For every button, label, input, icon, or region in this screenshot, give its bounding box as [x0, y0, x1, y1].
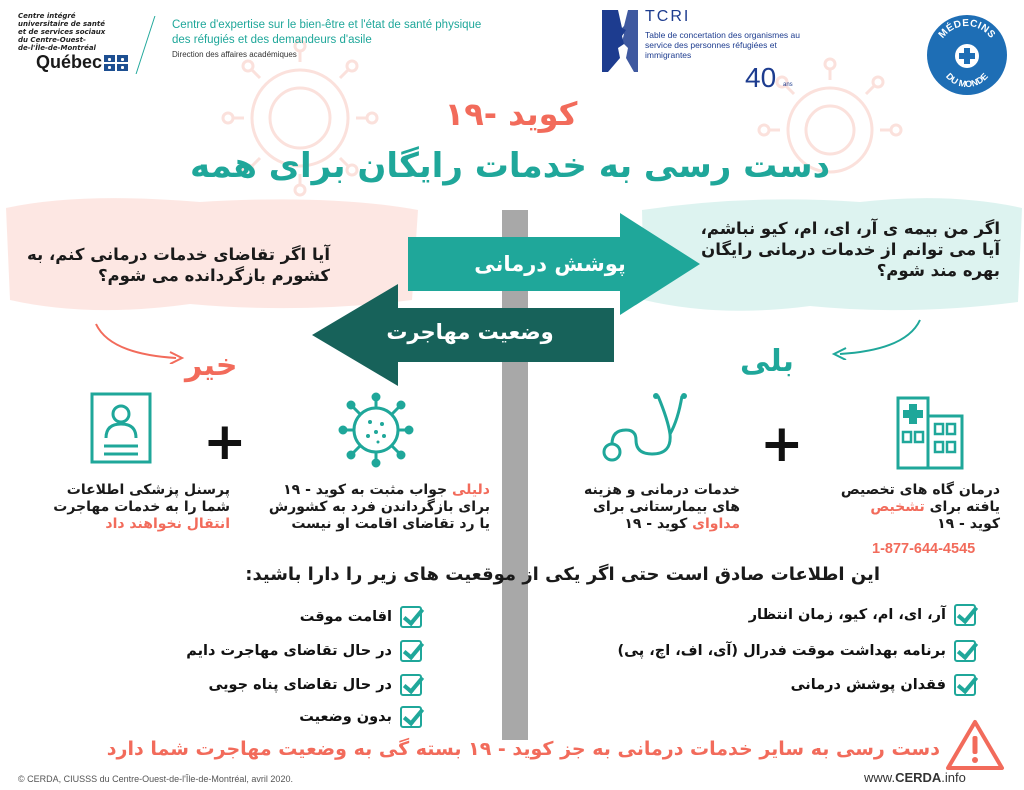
ciusss-line: de-l'Île-de-Montréal: [18, 44, 96, 52]
plus-icon: +: [760, 414, 804, 474]
footer-copyright: © CERDA, CIUSSS du Centre-Ouest-de-l'Île-de-Montréal, avril 2020.: [18, 774, 293, 784]
ciusss-name: [18, 12, 133, 52]
covid-text-line: یا رد تقاضای اقامت او نیست: [291, 516, 490, 532]
title-covid: کوید -۱۹: [444, 95, 578, 133]
checkbox-icon: [400, 674, 422, 696]
clinic-building-icon: [892, 394, 968, 470]
tcri-name: TCRI: [645, 8, 691, 25]
staff-info-text: [30, 482, 230, 533]
title-main: دست رسی به خدمات رایگان برای همه: [189, 146, 831, 186]
tcri-anniversary: 40: [745, 62, 777, 93]
medecins-du-monde-logo-icon: [926, 14, 1008, 96]
tcri-anniversary-label: ans: [783, 82, 793, 88]
covid-text-line: جواب مثبت به کوید - ۱۹: [283, 482, 448, 498]
sign-label-immigration: وضعیت مهاجرت: [386, 320, 554, 344]
question-immigration: آیا اگر تقاضای خدمات درمانی کنم، به کشورم بازگردانده می شوم؟: [27, 245, 330, 285]
footer-site-prefix: www.: [864, 770, 896, 785]
check-label: در حال تقاضای پناه جویی: [208, 677, 392, 693]
check-item-ramq-wait: [749, 604, 976, 626]
check-item-no-status: [299, 706, 422, 728]
cerda-subtitle: Direction des affaires académiques: [172, 50, 297, 59]
footer-site-name: CERDA: [895, 770, 942, 785]
clinic-text-line: یافته برای: [929, 499, 1000, 515]
warning-text: دست رسی به سایر خدمات درمانی به جز کوید - ۱۹ بسته گی به وضعیت مهاجرت شما دارد: [106, 738, 940, 760]
checkbox-icon: [400, 706, 422, 728]
check-label: بدون وضعیت: [299, 709, 392, 725]
checkbox-icon: [954, 640, 976, 662]
phone-number[interactable]: 1-877-644-4545: [872, 541, 976, 557]
ciusss-line: du Centre-Ouest-: [18, 36, 86, 44]
footer-site-suffix: .info: [941, 770, 966, 785]
footer-website-link[interactable]: [864, 770, 966, 785]
staff-text-line: پرسنل پزشکی اطلاعات: [66, 482, 230, 498]
stethoscope-icon: [598, 390, 698, 470]
check-item-ifhp: [617, 640, 976, 662]
checkbox-icon: [954, 674, 976, 696]
check-item-asylum-application: [208, 674, 422, 696]
clinic-text-line: درمان گاه های تخصیص: [840, 482, 1000, 498]
ciusss-line: et de services sociaux: [18, 28, 106, 36]
mdm-top-text: MÉDECINS: [936, 17, 998, 41]
tcri-description: Table de concertation des organismes au service des personnes réfugiées et immigrantes: [645, 30, 800, 60]
check-label: برنامه بهداشت موقت فدرال (آی، اف، اچ، پی): [617, 643, 946, 659]
ciusss-line: universitaire de santé: [18, 20, 105, 28]
plus-icon: +: [203, 412, 247, 472]
quebec-logo-text: Québec: [36, 52, 103, 72]
check-item-permanent-application: [186, 640, 422, 662]
curved-arrow-right-icon: [816, 316, 926, 360]
cerda-title: Centre d'expertise sur le bien-être et l'état de santé physique des réfugiés et des demandeurs d'asile: [172, 19, 482, 46]
quebec-flag-icon: [104, 55, 128, 71]
staff-highlight: انتقال نخواهند داد: [105, 516, 230, 532]
care-text-line: های بیمارستانی برای: [593, 499, 740, 515]
care-text-line: خدمات درمانی و هزینه: [584, 482, 740, 498]
care-highlight: مداوای: [692, 516, 740, 532]
answer-no: خیر: [185, 348, 238, 383]
covid-highlight: دلیلی: [451, 482, 490, 498]
warning-triangle-icon: [944, 718, 1006, 772]
mdm-bottom-text: DU MONDE: [944, 71, 990, 90]
check-label: در حال تقاضای مهاجرت دایم: [186, 643, 392, 659]
clinic-text: [800, 482, 1000, 533]
tcri-faces-logo-icon: [598, 8, 640, 74]
ciusss-line: Centre intégré: [18, 12, 76, 20]
question-coverage: اگر من بیمه ی آر، ای، ام، کیو نباشم، آیا می توانم از خدمات درمانی رایگان بهره مند شوم؟: [700, 219, 1000, 280]
checkbox-icon: [400, 606, 422, 628]
curved-arrow-left-icon: [90, 320, 200, 364]
care-text-line: کوید - ۱۹: [624, 516, 688, 532]
virus-icon: [338, 392, 414, 468]
check-label: آر، ای، ام، کیو، زمان انتظار: [748, 607, 946, 623]
care-costs-text: [560, 482, 740, 533]
clinic-text-line: کوید - ۱۹: [937, 516, 1000, 532]
check-label: اقامت موقت: [299, 609, 392, 625]
sign-label-coverage: پوشش درمانی: [474, 252, 626, 276]
staff-text-line: شما را به خدمات مهاجرت: [53, 499, 230, 515]
covid-positive-text: [240, 482, 490, 533]
checkbox-icon: [954, 604, 976, 626]
medical-record-icon: [86, 392, 156, 464]
clinic-highlight: تشخیص: [870, 499, 925, 515]
info-heading: این اطلاعات صادق است حتی اگر یکی از موقعیت های زیر را دارا باشید:: [245, 564, 880, 585]
check-item-no-coverage: [791, 674, 976, 696]
covid-text-line: برای بازگرداندن فرد به کشورش: [268, 499, 490, 515]
check-item-temporary-residence: [300, 606, 422, 628]
checkbox-icon: [400, 640, 422, 662]
check-label: فقدان پوشش درمانی: [790, 677, 946, 693]
answer-yes: بلی: [740, 344, 794, 379]
